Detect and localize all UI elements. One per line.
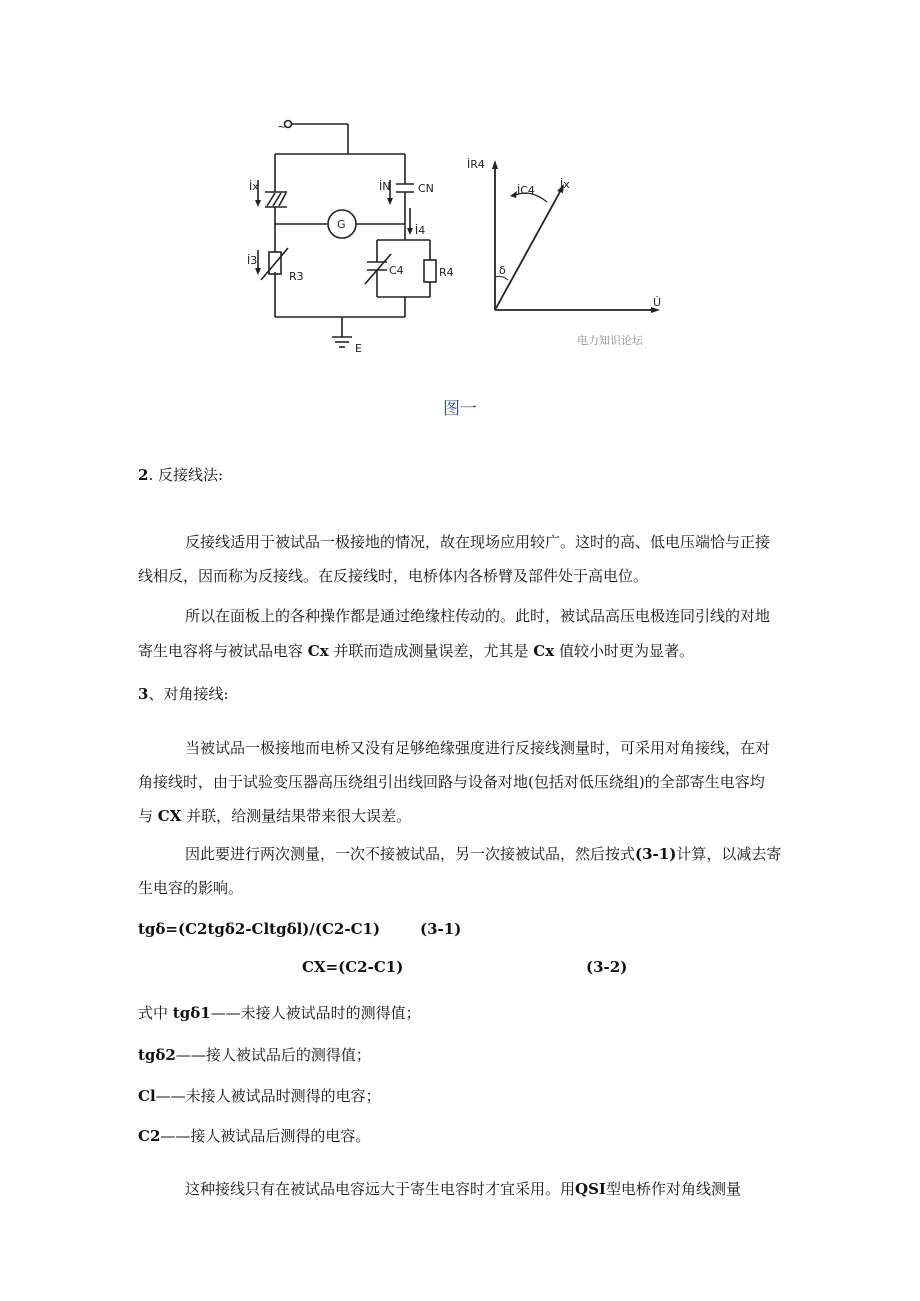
ic4-label: İC4 [517, 184, 535, 197]
section-3-heading: 3、对角接线: [138, 685, 229, 703]
c4-label: C4 [389, 264, 404, 277]
ix-right-label: İx [560, 178, 570, 191]
s3-p2-line2: 生电容的影响。 [138, 879, 244, 897]
definition-c1: Cl——未接人被试品时测得的电容； [138, 1087, 381, 1105]
delta-label: δ [499, 264, 506, 277]
ir4-label: İR4 [467, 158, 485, 171]
figure-caption: 图一 [443, 399, 477, 419]
section-2-heading: 2. 反接线法: [138, 466, 224, 484]
s2-p1-line2: 线相反，因而称为反接线。在反接线时，电桥体内各桥臂及部件处于高电位。 [138, 567, 649, 585]
u-label: U̇ [653, 296, 662, 309]
equation-3-1-number: (3-1) [420, 920, 462, 938]
r3-label: R3 [289, 270, 304, 283]
definition-tgd2: tgδ2——接人被试品后的测得值； [138, 1046, 371, 1064]
s3-p1-line3: 与 CX 并联，给测量结果带来很大误差。 [138, 807, 412, 825]
closing-paragraph: 这种接线只有在被试品电容远大于寄生电容时才宜采用。用QSI型电桥作对角线测量 [185, 1180, 741, 1198]
equation-3-2: CX=(C2-C1) [302, 958, 404, 976]
equation-3-1: tgδ=(C2tgδ2-Cltgδl)/(C2-C1) [138, 920, 381, 938]
s3-p1-line1: 当被试品一极接地而电桥又没有足够绝缘强度进行反接线测量时，可采用对角接线，在对 [185, 739, 771, 757]
cn-label: CN [418, 182, 434, 195]
r4-label: R4 [439, 266, 454, 279]
s2-p2-line1: 所以在面板上的各种操作都是通过绝缘柱传动的。此时，被试品高压电极连同引线的对地 [185, 607, 771, 625]
ix-left-label: İx [249, 180, 259, 193]
i3-label: İ3 [247, 254, 258, 267]
definition-c2: C2——接人被试品后测得的电容。 [138, 1127, 371, 1145]
s3-p2-line1: 因此要进行两次测量，一次不接被试品，另一次接被试品，然后按式(3-1)计算，以减去寄 [185, 845, 782, 863]
s2-p2-line2: 寄生电容将与被试品电容 Cx 并联而造成测量误差，尤其是 Cx 值较小时更为显著。 [138, 642, 694, 660]
tilde-label: ~ [277, 120, 287, 133]
watermark: 电力知识论坛 [577, 334, 643, 347]
s3-p1-line2: 角接线时，由于试验变压器高压绕组引出线回路与设备对地(包括对低压绕组)的全部寄生电容均 [138, 773, 765, 791]
i4-label: İ4 [415, 224, 426, 237]
in-label: İN [379, 180, 391, 193]
equation-3-2-number: (3-2) [586, 958, 628, 976]
definition-tgd1: 式中 tgδ1——未接人被试品时的测得值； [138, 1004, 421, 1022]
ground-label: E [355, 342, 362, 355]
s2-p1-line1: 反接线适用于被试品一极接地的情况，故在现场应用较广。这时的高、低电压端恰与正接 [185, 533, 771, 551]
galvanometer-label: G [337, 218, 346, 231]
